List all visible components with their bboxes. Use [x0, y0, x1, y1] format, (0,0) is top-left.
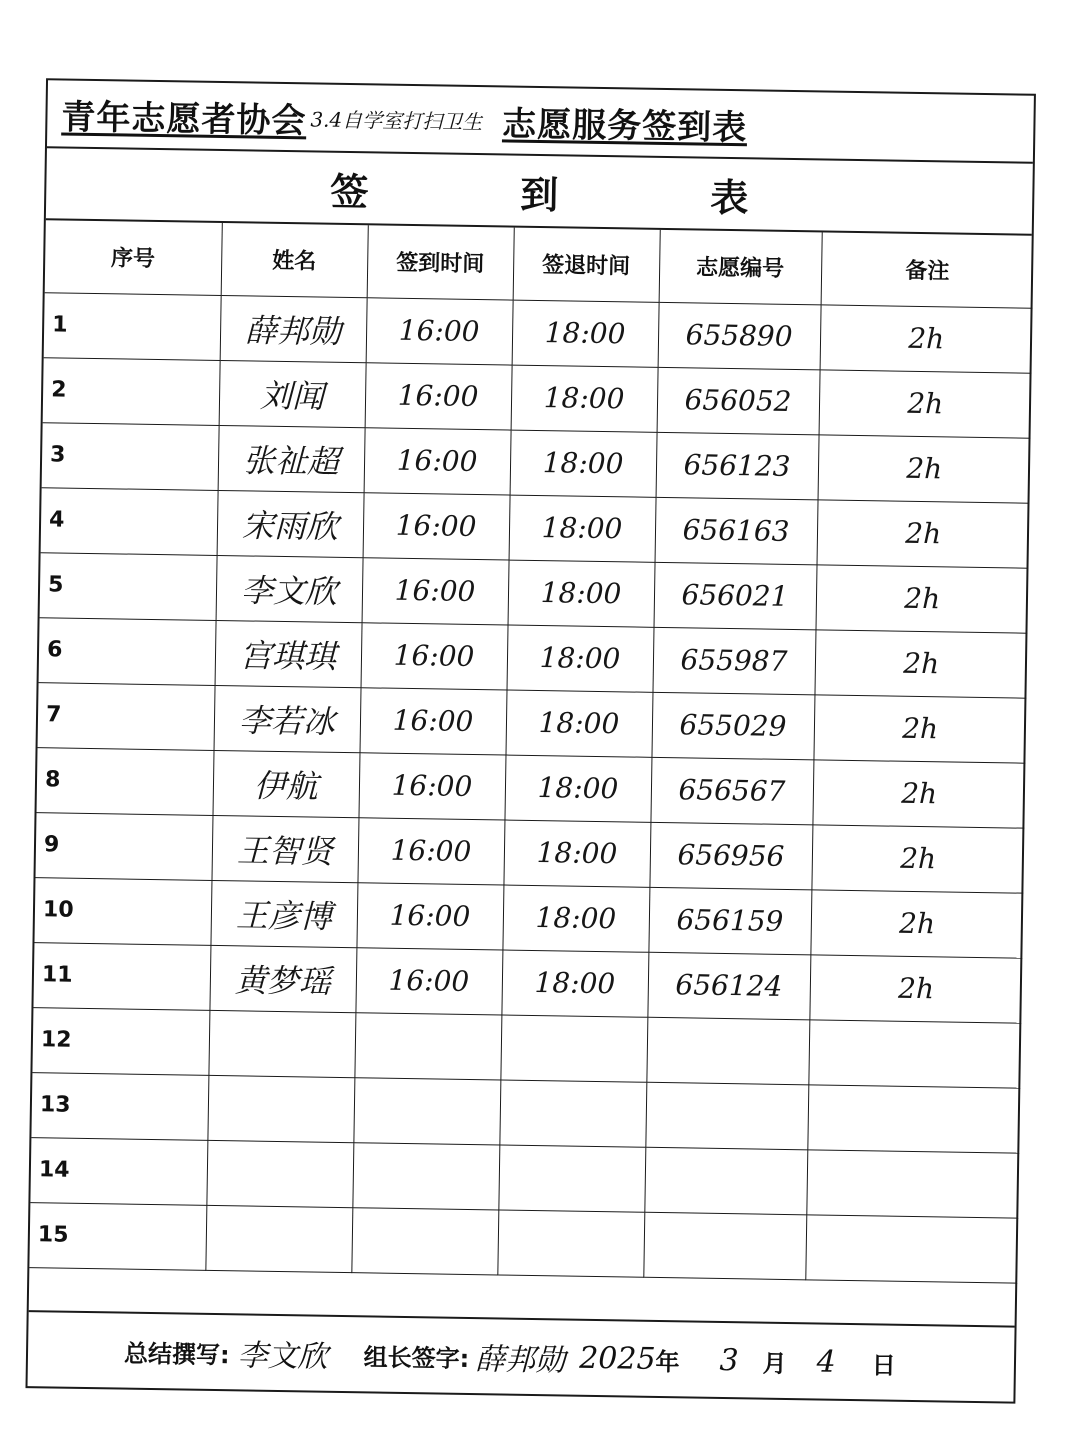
checkin-time: 16:00: [355, 947, 502, 1014]
date-month-unit: 月: [762, 1349, 787, 1378]
note: 2h: [813, 694, 1026, 762]
note: 2h: [819, 369, 1032, 437]
org-name: 青年志愿者协会: [61, 96, 307, 141]
volunteer-name: [206, 1140, 353, 1207]
volunteer-name: 李文欣: [216, 555, 363, 622]
volunteer-name: 薛邦勋: [220, 295, 367, 362]
checkout-time: 18:00: [504, 755, 651, 822]
note: 2h: [812, 759, 1025, 827]
note: 2h: [820, 304, 1033, 372]
volunteer-id: 655029: [651, 692, 814, 760]
row-number: 12: [32, 1007, 209, 1075]
volunteer-id: [644, 1147, 807, 1215]
summary-writer-signature: 李文欣: [237, 1338, 328, 1375]
volunteer-name: 王智贤: [211, 815, 358, 882]
note: 2h: [817, 499, 1030, 567]
checkout-time: 18:00: [507, 625, 654, 692]
checkin-time: 16:00: [361, 622, 508, 689]
date-day: 4: [816, 1343, 837, 1380]
checkin-time: 16:00: [358, 752, 505, 819]
date-month: 3: [719, 1342, 739, 1378]
checkout-time: 18:00: [503, 820, 650, 887]
table-body: [29, 292, 1032, 1282]
row-number: 15: [29, 1202, 206, 1270]
volunteer-id: [643, 1212, 806, 1280]
activity-name: 3.4自学室打扫卫生: [310, 106, 483, 134]
checkout-time: [497, 1209, 644, 1276]
row-number: 6: [39, 617, 216, 685]
note: [805, 1214, 1018, 1282]
checkin-time: [352, 1142, 499, 1209]
volunteer-name: 宋雨欣: [217, 490, 364, 557]
checkin-time: 16:00: [365, 362, 512, 429]
checkin-time: [354, 1012, 501, 1079]
leader-label: 组长签字:: [363, 1342, 470, 1373]
row-number: 10: [34, 877, 211, 945]
col-header-name: 姓名: [221, 223, 368, 297]
volunteer-name: 张祉超: [218, 425, 365, 492]
row-number: 11: [33, 942, 210, 1010]
volunteer-name: 伊航: [213, 750, 360, 817]
checkout-time: 18:00: [502, 885, 649, 952]
row-number: 2: [43, 357, 220, 425]
note: 2h: [815, 564, 1028, 632]
row-number: 8: [37, 747, 214, 815]
sheet-footer: [28, 1310, 1015, 1401]
caption-char: 到: [519, 172, 559, 217]
checkout-time: 18:00: [505, 690, 652, 757]
volunteer-name: [208, 1010, 355, 1077]
checkin-time: 16:00: [360, 687, 507, 754]
note: [807, 1084, 1020, 1152]
volunteer-id: 655987: [652, 627, 815, 695]
volunteer-id: 656052: [657, 367, 820, 435]
row-number: 13: [31, 1072, 208, 1140]
volunteer-id: 656163: [655, 497, 818, 565]
checkin-time: [353, 1077, 500, 1144]
note: 2h: [818, 434, 1031, 502]
date-day-unit: 日: [871, 1350, 896, 1380]
volunteer-id: 656159: [648, 887, 811, 955]
signin-table: [29, 220, 1033, 1283]
volunteer-id: 656123: [656, 432, 819, 500]
checkin-time: [351, 1207, 498, 1274]
checkin-time: 16:00: [364, 427, 511, 494]
checkin-time: 16:00: [357, 817, 504, 884]
signin-sheet: [25, 78, 1035, 1403]
volunteer-id: [646, 1017, 809, 1085]
volunteer-name: 刘闻: [219, 360, 366, 427]
volunteer-id: 656567: [650, 757, 813, 825]
note: 2h: [814, 629, 1027, 697]
volunteer-name: 王彦博: [210, 880, 357, 947]
row-number: 3: [42, 422, 219, 490]
volunteer-name: 黄梦瑶: [209, 945, 356, 1012]
row-number: 1: [44, 292, 221, 360]
volunteer-id: 656124: [647, 952, 810, 1020]
date-year: 2025: [578, 1340, 656, 1377]
volunteer-name: 李若冰: [214, 685, 361, 752]
checkout-time: 18:00: [501, 950, 648, 1017]
checkout-time: [499, 1079, 646, 1146]
note: [808, 1019, 1021, 1087]
leader-signature: 薛邦勋: [474, 1342, 566, 1379]
note: [806, 1149, 1019, 1217]
form-name: 志愿服务签到表: [501, 103, 748, 148]
checkout-time: 18:00: [508, 560, 655, 627]
row-number: 9: [36, 812, 213, 880]
volunteer-id: 655890: [658, 302, 821, 370]
row-number: 14: [30, 1137, 207, 1205]
checkin-time: 16:00: [363, 492, 510, 559]
note: 2h: [811, 824, 1024, 892]
caption-char: 表: [709, 175, 749, 220]
col-header-note: 备注: [821, 232, 1034, 307]
row-number: 7: [38, 682, 215, 750]
row-number: 5: [40, 552, 217, 620]
checkout-time: [500, 1014, 647, 1081]
volunteer-name: 宫琪琪: [215, 620, 362, 687]
row-number: 4: [41, 487, 218, 555]
volunteer-name: [207, 1075, 354, 1142]
date-year-unit: 年: [655, 1347, 680, 1376]
volunteer-id: 656021: [654, 562, 817, 630]
col-header-checkout: 签退时间: [513, 228, 660, 302]
col-header-checkin: 签到时间: [367, 225, 514, 299]
volunteer-name: [205, 1205, 352, 1272]
note: 2h: [810, 889, 1023, 957]
checkout-time: 18:00: [510, 430, 657, 497]
checkin-time: 16:00: [356, 882, 503, 949]
checkout-time: 18:00: [512, 300, 659, 367]
checkin-time: 16:00: [366, 297, 513, 364]
note: 2h: [809, 954, 1022, 1022]
caption-char: 签: [329, 169, 369, 214]
checkout-time: 18:00: [509, 495, 656, 562]
col-header-no: 序号: [45, 220, 222, 295]
volunteer-id: [645, 1082, 808, 1150]
checkout-time: [498, 1144, 645, 1211]
checkin-time: 16:00: [362, 557, 509, 624]
volunteer-id: 656956: [649, 822, 812, 890]
col-header-volunteer-id: 志愿编号: [659, 230, 822, 305]
checkout-time: 18:00: [511, 365, 658, 432]
summary-label: 总结撰写:: [123, 1339, 230, 1369]
